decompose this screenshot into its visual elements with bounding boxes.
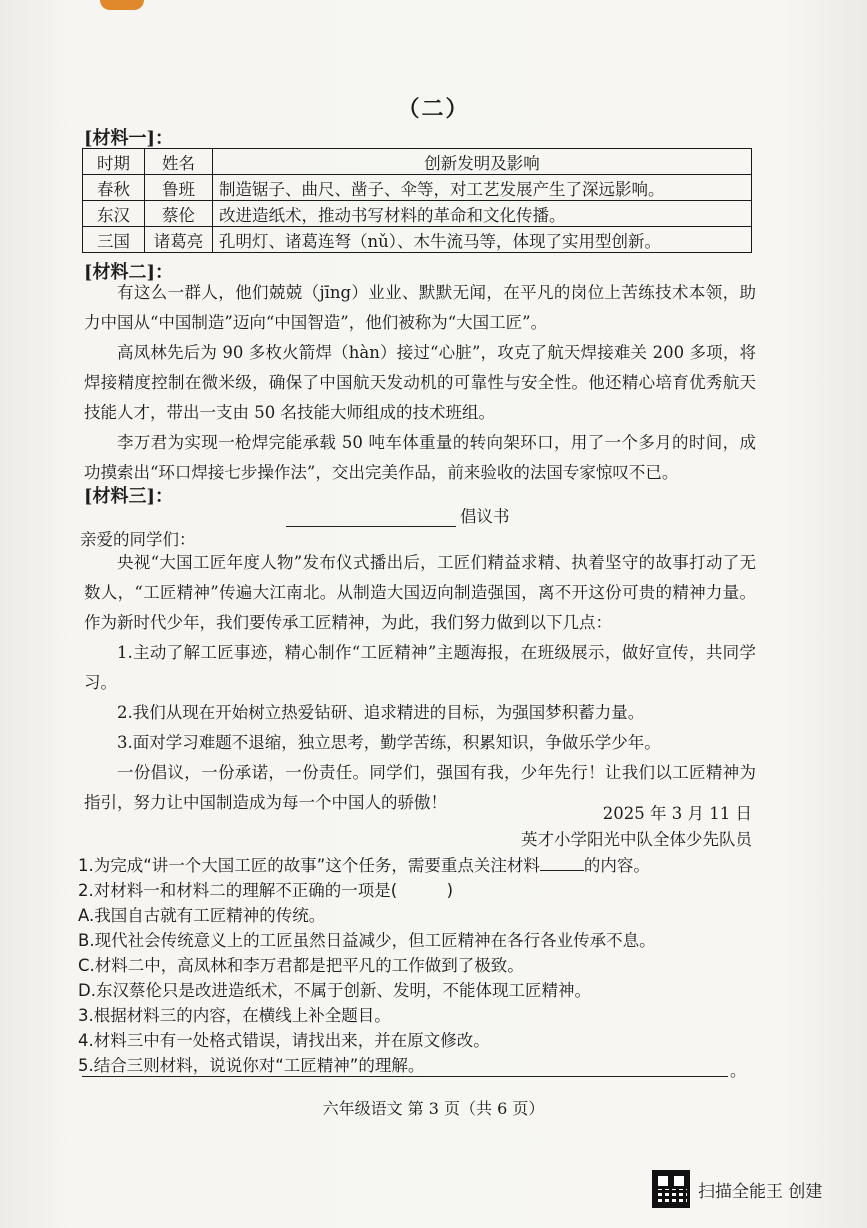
table-cell-period: 春秋 xyxy=(83,175,145,201)
answer-line-end: 。 xyxy=(730,1061,747,1080)
proposal-point: 3.面对学习难题不退缩，独立思考，勤学苦练，积累知识，争做乐学少年。 xyxy=(117,733,661,752)
material2-paragraph: 李万君为实现一枪焊完能承载 50 吨车体重量的转向架环口，用了一个多月的时间，成功摸索出“环口焊接七步操作法”，交出完美作品，前来验收的法国专家惊叹不已。 xyxy=(84,433,756,482)
question-5: 5.结合三则材料，说说你对“工匠精神”的理解。 xyxy=(78,1056,425,1075)
table-header-invention: 创新发明及影响 xyxy=(213,149,752,175)
material2-paragraph: 有这么一群人，他们兢兢（jīng）业业、默默无闻，在平凡的岗位上苦练技术本领，助力中国从“中国制造”迈向“中国智造”，他们被称为“大国工匠”。 xyxy=(84,283,756,332)
table-cell-invention: 孔明灯、诸葛连弩（nǔ）、木牛流马等，体现了实用型创新。 xyxy=(213,227,752,253)
proposal-point: 1.主动了解工匠事迹，精心制作“工匠精神”主题海报，在班级展示，做好宣传，共同学习。 xyxy=(84,643,756,692)
scan-smudge xyxy=(100,0,144,10)
table-row xyxy=(83,227,752,253)
qr-code-icon xyxy=(652,1170,690,1208)
option-d: D.东汉蔡伦只是改进造纸术，不属于创新、发明，不能体现工匠精神。 xyxy=(78,981,591,1000)
title-blank-line xyxy=(286,509,456,527)
question-2: 2.对材料一和材料二的理解不正确的一项是( ) xyxy=(78,881,454,900)
table-cell-name: 鲁班 xyxy=(145,175,213,201)
question-1 xyxy=(78,852,650,876)
section-title: （二） xyxy=(397,96,470,122)
material2-paragraph: 高凤林先后为 90 多枚火箭焊（hàn）接过“心脏”，攻克了航天焊接难关 200 多项，将焊接精度控制在微米级，确保了中国航天发动机的可靠性与安全性。他还精心培育优秀航天技能人才，带出一支由 50 名技能大师组成的技术班组。 xyxy=(84,343,756,422)
proposal-paragraph: 央视“大国工匠年度人物”发布仪式播出后，工匠们精益求精、执着坚守的故事打动了无数人，“工匠精神”传遍大江南北。从制造大国迈向制造强国，离不开这份可贵的精神力量。作为新时代少年，我们要传承工匠精神，为此，我们努力做到以下几点： xyxy=(84,553,756,632)
proposal-signature: 英才小学阳光中队全体少先队员 xyxy=(521,830,752,849)
page-footer: 六年级语文 第 3 页（共 6 页） xyxy=(322,1099,545,1118)
material2-heading: [材料二]： xyxy=(84,262,174,283)
question-1-suffix: 的内容。 xyxy=(583,856,650,875)
proposal-title-text: 倡议书 xyxy=(460,507,510,526)
question-3: 3.根据材料三的内容，在横线上补全题目。 xyxy=(78,1006,391,1025)
material1-heading: [材料一]： xyxy=(84,128,174,149)
question-1-blank xyxy=(540,855,584,871)
option-b: B.现代社会传统意义上的工匠虽然日益减少，但工匠精神在各行各业传承不息。 xyxy=(78,931,656,950)
table-header-name: 姓名 xyxy=(145,149,213,175)
material3-heading: [材料三]： xyxy=(84,486,174,507)
question-1-text: 1.为完成“讲一个大国工匠的故事”这个任务，需要重点关注材料 xyxy=(78,856,540,875)
table-cell-invention: 制造锯子、曲尺、凿子、伞等，对工艺发展产生了深远影响。 xyxy=(213,175,752,201)
proposal-point: 2.我们从现在开始树立热爱钻研、追求精进的目标，为强国梦积蓄力量。 xyxy=(117,703,645,722)
proposal-closing: 一份倡议，一份承诺，一份责任。同学们，强国有我，少年先行！让我们以工匠精神为指引，努力让中国制造成为每一个中国人的骄傲！ xyxy=(84,763,756,812)
table-cell-name: 诸葛亮 xyxy=(145,227,213,253)
question-4: 4.材料三中有一处格式错误，请找出来，并在原文修改。 xyxy=(78,1031,490,1050)
proposal-date: 2025 年 3 月 11 日 xyxy=(602,804,752,823)
table-cell-invention: 改进造纸术，推动书写材料的革命和文化传播。 xyxy=(213,201,752,227)
table-header-period: 时期 xyxy=(83,149,145,175)
watermark-text: 扫描全能王 创建 xyxy=(698,1181,823,1202)
table-cell-name: 蔡伦 xyxy=(145,201,213,227)
table-cell-period: 东汉 xyxy=(83,201,145,227)
table-header-row xyxy=(83,149,752,175)
table-cell-period: 三国 xyxy=(83,227,145,253)
table-row xyxy=(83,175,752,201)
proposal-greeting: 亲爱的同学们： xyxy=(80,530,196,549)
material1-table xyxy=(82,148,752,253)
table-row xyxy=(83,201,752,227)
option-a: A.我国自古就有工匠精神的传统。 xyxy=(78,906,326,925)
answer-line xyxy=(82,1076,728,1077)
proposal-title xyxy=(286,503,510,527)
option-c: C.材料二中，高凤林和李万君都是把平凡的工作做到了极致。 xyxy=(78,956,524,975)
scanner-watermark xyxy=(652,1170,822,1208)
